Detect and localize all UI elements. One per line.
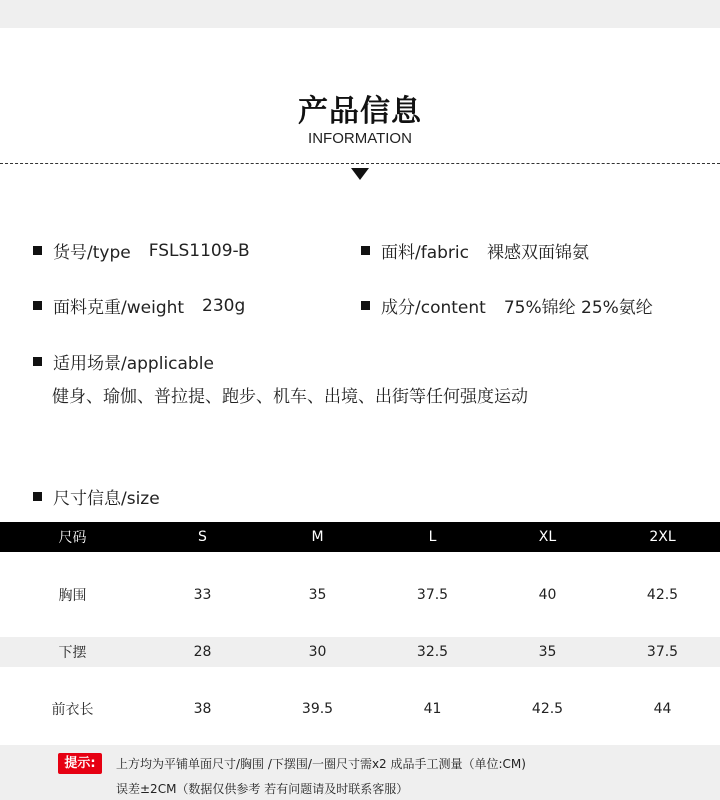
table-cell: 35 [260,552,375,637]
note-line-2: 误差±2CM（数据仅供参考 若有问题请及时联系客服） [116,782,409,796]
row-label: 胸围 [0,552,145,637]
row-label: 下摆 [0,637,145,667]
info-fabric-label: 面料/fabric [381,243,469,263]
square-bullet-icon [33,357,42,366]
size-table [0,522,720,751]
tip-badge: 提示: [58,753,102,774]
table-cell: 37.5 [605,637,720,667]
table-row [0,667,720,751]
square-bullet-icon [361,246,370,255]
info-applicable-label: 适用场景/applicable [53,354,214,374]
table-cell: 41 [375,667,490,751]
header-cell-l: L [375,522,490,552]
size-table-header-row [0,522,720,552]
info-fabric [361,238,589,263]
table-cell: 39.5 [260,667,375,751]
note-line-1: 上方均为平铺单面尺寸/胸围 /下摆围/一圈尺寸需x2 成品手工测量（单位:CM) [116,757,526,771]
top-band [0,0,720,28]
info-applicable-value: 健身、瑜伽、普拉提、跑步、机车、出境、出街等任何强度运动 [52,387,528,407]
table-row [0,637,720,667]
size-heading [33,484,160,509]
size-heading-label: 尺寸信息/size [53,489,160,509]
info-weight-value: 230g [202,295,246,316]
header-cell-m: M [260,522,375,552]
header-cell-size: 尺码 [0,522,145,552]
table-cell: 28 [145,637,260,667]
page-title: 产品信息 [298,94,422,129]
info-content-value: 75%锦纶 25%氨纶 [503,298,653,318]
header-cell-2xl: 2XL [605,522,720,552]
row-label: 前衣长 [0,667,145,751]
header-cell-xl: XL [490,522,605,552]
info-content-label: 成分/content [381,298,486,318]
info-weight-label: 面料克重/weight [53,298,185,318]
page-subtitle: INFORMATION [308,130,412,147]
square-bullet-icon [33,301,42,310]
table-cell: 33 [145,552,260,637]
square-bullet-icon [361,301,370,310]
dashed-divider [0,163,720,164]
table-cell: 32.5 [375,637,490,667]
info-content [361,293,653,318]
table-cell: 42.5 [605,552,720,637]
table-cell: 37.5 [375,552,490,637]
info-type-label: 货号/type [53,243,131,263]
table-cell: 30 [260,637,375,667]
down-triangle-icon [351,168,369,180]
info-applicable [33,349,214,374]
table-row [0,552,720,637]
info-weight [33,293,245,318]
table-cell: 35 [490,637,605,667]
header-cell-s: S [145,522,260,552]
info-fabric-value: 裸感双面锦氨 [486,243,589,263]
table-cell: 40 [490,552,605,637]
info-type-value: FSLS1109-B [148,240,250,261]
info-type [33,238,250,263]
square-bullet-icon [33,246,42,255]
square-bullet-icon [33,492,42,501]
table-cell: 42.5 [490,667,605,751]
table-cell: 38 [145,667,260,751]
table-cell: 44 [605,667,720,751]
